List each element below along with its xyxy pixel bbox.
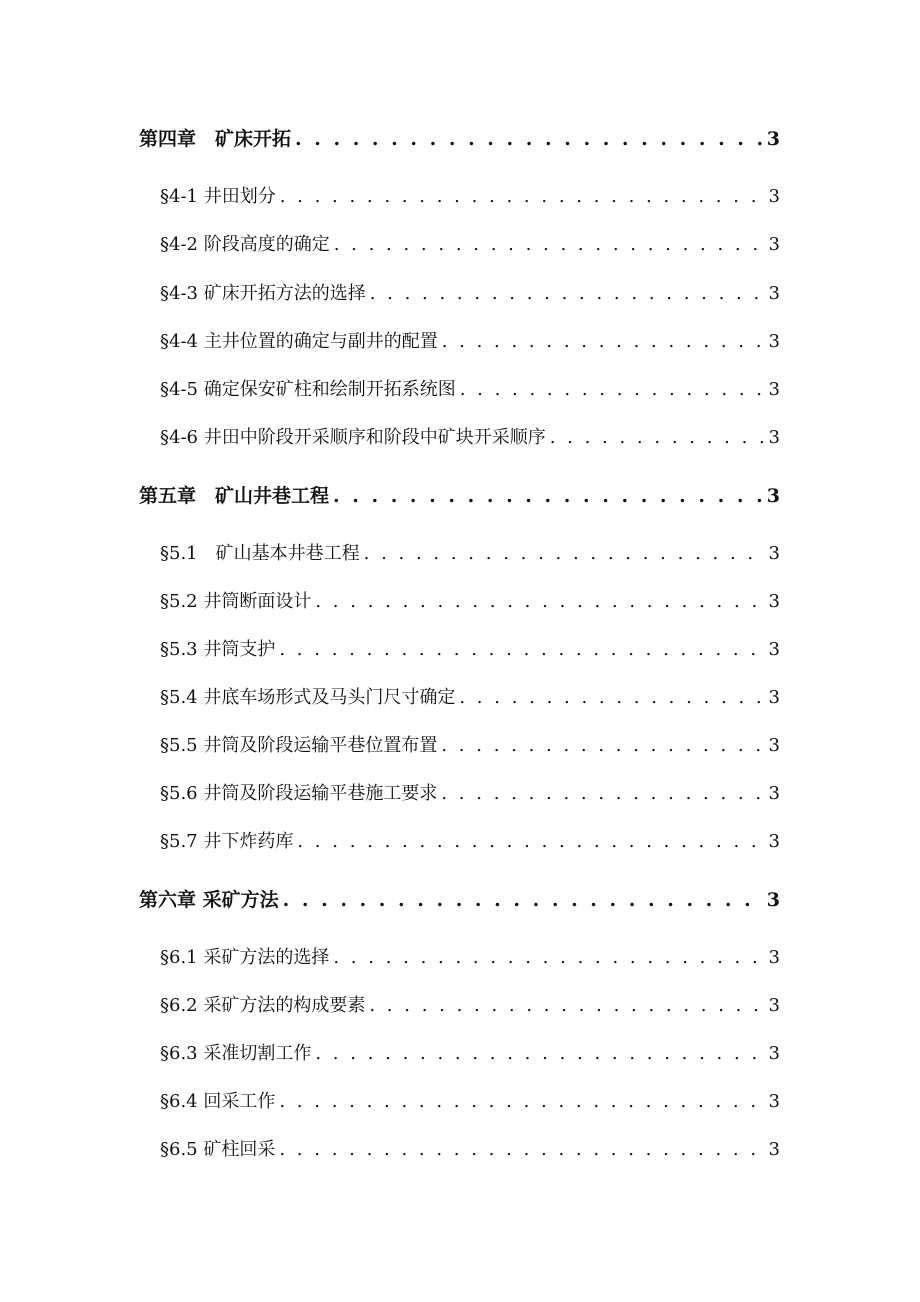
toc-chapter-5[interactable] [139, 481, 780, 508]
toc-dot-leader [280, 186, 765, 207]
toc-page-number: 3 [768, 379, 780, 400]
toc-entry-title: 第六章 采矿方法 [139, 889, 279, 911]
toc-entry-title: §5.6 井筒及阶段运输平巷施工要求 [160, 783, 438, 804]
toc-section-4-3[interactable] [160, 279, 780, 305]
toc-dot-leader [279, 639, 764, 660]
toc-dot-leader [460, 379, 765, 400]
toc-section-6-4[interactable] [160, 1087, 780, 1113]
toc-page-number: 3 [768, 234, 780, 255]
toc-dot-leader [442, 331, 765, 352]
toc-entry-title: §4-3 矿床开拓方法的选择 [160, 283, 366, 304]
toc-page-number: 3 [766, 889, 780, 911]
toc-dot-leader [279, 1091, 764, 1112]
toc-section-6-2[interactable] [160, 991, 780, 1017]
toc-page-number: 3 [768, 687, 780, 708]
toc-chapter-6[interactable] [139, 885, 780, 912]
toc-section-4-6[interactable] [160, 423, 780, 449]
toc-entry-title: §5.5 井筒及阶段运输平巷位置布置 [160, 735, 438, 756]
toc-entry-title: §4-1 井田划分 [160, 186, 276, 207]
toc-entry-title: 第五章 矿山井巷工程 [139, 485, 330, 507]
toc-entry-title: §5.2 井筒断面设计 [160, 591, 312, 612]
toc-page-number: 3 [768, 831, 780, 852]
toc-entry-title: §6.4 回采工作 [160, 1091, 276, 1112]
toc-dot-leader [459, 687, 764, 708]
toc-dot-leader [315, 1043, 764, 1064]
toc-dot-leader [315, 591, 764, 612]
toc-page-number: 3 [766, 485, 780, 507]
toc-dot-leader [441, 783, 764, 804]
toc-section-6-5[interactable] [160, 1135, 780, 1161]
toc-entry-title: §4-2 阶段高度的确定 [160, 234, 330, 255]
toc-page-number: 3 [768, 639, 780, 660]
toc-page-number: 3 [768, 1043, 780, 1064]
toc-page-number: 3 [766, 128, 780, 150]
toc-dot-leader [333, 947, 764, 968]
toc-dot-leader [334, 234, 765, 255]
toc-section-5-6[interactable] [160, 779, 780, 805]
toc-dot-leader [283, 889, 763, 911]
toc-dot-leader [333, 485, 763, 507]
toc-dot-leader [370, 283, 765, 304]
toc-page-number: 3 [768, 427, 780, 448]
toc-entry-title: §5.1 矿山基本井巷工程 [160, 543, 360, 564]
toc-section-5-1[interactable] [160, 539, 780, 565]
toc-page-number: 3 [768, 186, 780, 207]
toc-entry-title: §6.1 采矿方法的选择 [160, 947, 330, 968]
toc-dot-leader [295, 128, 763, 150]
toc-dot-leader [550, 427, 765, 448]
toc-entry-title: §4-4 主井位置的确定与副井的配置 [160, 331, 438, 352]
toc-dot-leader [369, 995, 764, 1016]
toc-entry-title: §5.4 井底车场形式及马头门尺寸确定 [160, 687, 456, 708]
toc-page-number: 3 [768, 591, 780, 612]
toc-section-5-7[interactable] [160, 827, 780, 853]
toc-page-number: 3 [768, 283, 780, 304]
toc-entry-title: §6.2 采矿方法的构成要素 [160, 995, 366, 1016]
toc-section-4-5[interactable] [160, 375, 780, 401]
toc-entry-title: §6.5 矿柱回采 [160, 1139, 276, 1160]
toc-dot-leader [297, 831, 764, 852]
toc-section-5-5[interactable] [160, 731, 780, 757]
toc-entry-title: §6.3 采准切割工作 [160, 1043, 312, 1064]
toc-page-number: 3 [768, 783, 780, 804]
toc-dot-leader [364, 543, 765, 564]
toc-page-number: 3 [768, 543, 780, 564]
toc-dot-leader [441, 735, 764, 756]
toc-page-number: 3 [768, 1139, 780, 1160]
toc-section-4-1[interactable] [160, 182, 780, 208]
toc-page-number: 3 [768, 995, 780, 1016]
toc-page-number: 3 [768, 1091, 780, 1112]
toc-section-6-1[interactable] [160, 943, 780, 969]
toc-page-number: 3 [768, 947, 780, 968]
toc-entry-title: §4-5 确定保安矿柱和绘制开拓系统图 [160, 379, 456, 400]
toc-section-4-4[interactable] [160, 327, 780, 353]
toc-entry-title: §5.3 井筒支护 [160, 639, 276, 660]
toc-section-5-4[interactable] [160, 683, 780, 709]
toc-page-number: 3 [768, 735, 780, 756]
toc-page-number: 3 [768, 331, 780, 352]
toc-section-5-3[interactable] [160, 635, 780, 661]
toc-entry-title: 第四章 矿床开拓 [139, 128, 292, 150]
toc-dot-leader [279, 1139, 764, 1160]
toc-chapter-4[interactable] [139, 124, 780, 151]
toc-section-6-3[interactable] [160, 1039, 780, 1065]
toc-section-4-2[interactable] [160, 230, 780, 256]
toc-entry-title: §5.7 井下炸药库 [160, 831, 294, 852]
toc-entry-title: §4-6 井田中阶段开采顺序和阶段中矿块开采顺序 [160, 427, 546, 448]
toc-section-5-2[interactable] [160, 587, 780, 613]
